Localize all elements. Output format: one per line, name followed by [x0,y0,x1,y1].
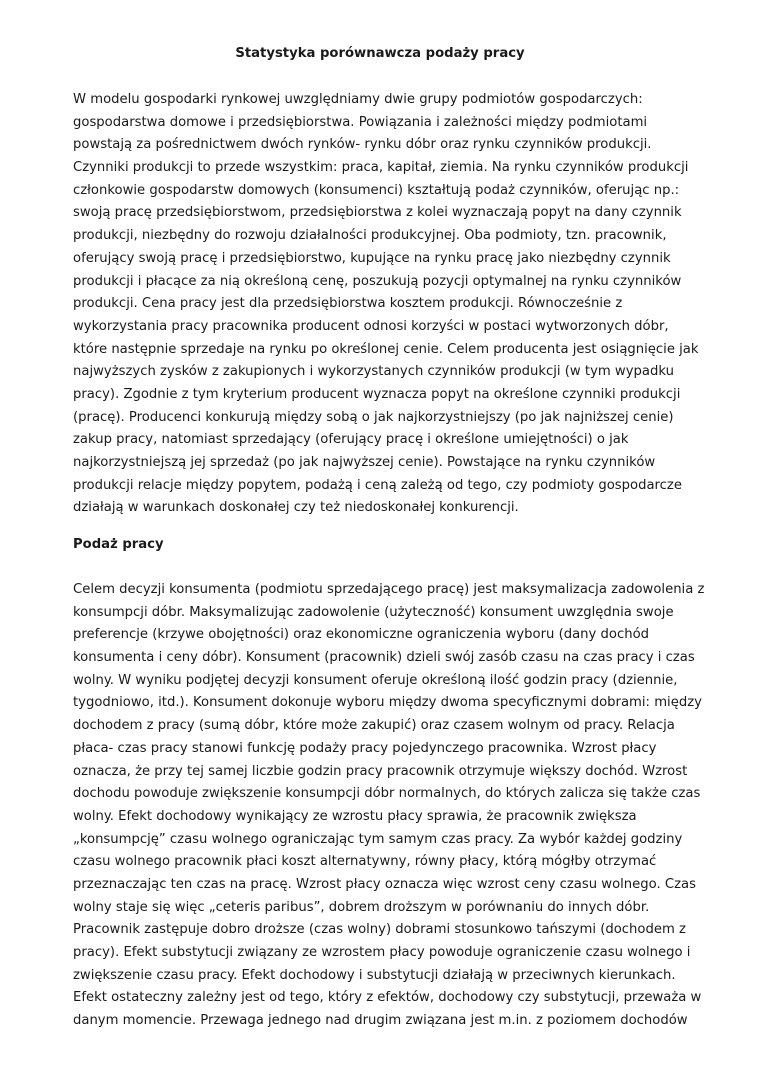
text-line: wolny. W wyniku podjętej decyzji konsument oferuje określoną ilość godzin pracy (dziennie, [73,672,678,688]
text-line: dochodu powoduje zwiększenie konsumpcji dóbr normalnych, do których zalicza się także czas [73,786,701,802]
text-line: „konsumpcję” czasu wolnego ograniczając tym samym czas pracy. Za wybór każdej godziny [73,831,683,847]
section-heading: Podaż pracy [73,537,164,552]
paragraph-labor-supply [73,579,713,1033]
text-line: konsumenta i ceny dóbr). Konsument (pracownik) dzieli swój zasób czasu na czas pracy i czas [73,650,695,666]
text-line: dochodem z pracy (sumą dóbr, które może zakupić) oraz czasem wolnym od pracy. Relacja [73,718,675,734]
document-title: Statystyka porównawcza podaży pracy [235,46,525,61]
text-line: które następnie sprzedaje na rynku po określonej cenie. Celem producenta jest osiągnięcie jak [73,341,699,357]
text-line: najwyższych zysków z zakupionych i wykorzystanych czynników produkcji (w tym wypadku [73,364,674,380]
text-line: członkowie gospodarstw domowych (konsumenci) kształtują podaż czynników, oferując np.: [73,182,680,198]
text-line: pracy). Efekt substytucji związany ze wzrostem płacy powoduje ograniczenie czasu wolnego i [73,945,691,960]
paragraph-intro [73,89,713,520]
text-line: produkcji i płacące za nią określoną cenę, poszukują pozycji optymalnej na rynku czynników [73,273,682,289]
text-line: oferujący swoją pracę i przedsiębiorstwo, kupujące na rynku pracę jako niezbędny czynnik [73,250,671,266]
text-line: preferencje (krzywe obojętności) oraz ekonomiczne ograniczenia wyboru (dany dochód [73,627,650,643]
text-line: najkorzystniejszą jej sprzedaż (po jak najwyższej cenie). Powstające na rynku czynników [73,455,656,470]
text-line: konsumpcji dóbr. Maksymalizując zadowolenie (użyteczność) konsument uwzględnia swoje [73,604,674,620]
text-line: Efekt ostateczny zależny jest od tego, który z efektów, dochodowy czy substytucji, przeważa w [73,990,702,1006]
text-line: produkcji. Cena pracy jest dla przedsiębiorstwa kosztem produkcji. Równocześnie z [73,296,623,312]
text-line: gospodarstwa domowe i przedsiębiorstwa. Powiązania i zależności między podmiotami [73,114,648,130]
text-line: zwiększenie czasu pracy. Efekt dochodowy i substytucji działają w przeciwnych kierunkach. [73,967,676,983]
text-line: wolny staje się więc „ceteris paribus”, dobrem droższym w porównaniu do innych dóbr. [73,899,650,915]
text-line: działają w warunkach doskonałej czy też niedoskonałej konkurencji. [73,500,519,516]
text-line: wykorzystania pracy pracownika producent odnosi korzyści w postaci wytworzonych dóbr, [73,318,669,334]
text-line: przeznaczając ten czas na pracę. Wzrost płacy oznacza więc wzrost ceny czasu wolnego. Czas [73,876,696,892]
text-line: produkcji relacje między popytem, podażą i ceną zależą od tego, czy podmioty gospodarcze [73,477,682,493]
text-line: Celem decyzji konsumenta (podmiotu sprzedającego pracę) jest maksymalizacja zadowolenia z [73,582,705,597]
text-line: zakup pracy, natomiast sprzedający (oferujący pracę i określone umiejętności) o jak [73,432,629,448]
text-line: pracy). Zgodnie z tym kryterium producent wyznacza popyt na określone czynniki produkcji [73,386,681,402]
text-line: czasu wolnego pracownik płaci koszt alternatywny, równy płacy, którą mógłby otrzymać [73,854,657,870]
text-line: Czynniki produkcji to przede wszystkim: praca, kapitał, ziemia. Na rynku czynników produkcji [73,160,689,176]
text-line: oznacza, że przy tej samej liczbie godzin pracy pracownik otrzymuje większy dochód. Wzrost [73,763,688,779]
text-line: tygodniowo, itd.). Konsument dokonuje wyboru między dwoma specyficznymi dobrami: między [73,695,702,711]
text-line: (pracę). Producenci konkurują między sobą o jak najkorzystniejszy (po jak najniższej cenie) [73,409,674,425]
text-line: swoją pracę przedsiębiorstwom, przedsiębiorstwa z kolei wyznaczają popyt na dany czynnik [73,205,682,221]
text-line: Pracownik zastępuje dobro droższe (czas wolny) dobrami stosunkowo tańszymi (dochodem z [73,922,686,938]
text-line: powstają za pośrednictwem dwóch rynków- rynku dóbr oraz rynku czynników produkcji. [73,137,652,153]
text-line: W modelu gospodarki rynkowej uwzględniamy dwie grupy podmiotów gospodarczych: [73,92,643,107]
text-line: płaca- czas pracy stanowi funkcję podaży pracy pojedynczego pracownika. Wzrost płacy [73,740,657,756]
text-line: produkcji, niezbędny do rozwoju działalności produkcyjnej. Oba podmioty, tzn. pracownik, [73,228,667,244]
text-line: wolny. Efekt dochodowy wynikający ze wzrostu płacy sprawia, że pracownik zwiększa [73,808,637,824]
text-line: danym momencie. Przewaga jednego nad drugim związana jest m.in. z poziomem dochodów [73,1013,688,1029]
